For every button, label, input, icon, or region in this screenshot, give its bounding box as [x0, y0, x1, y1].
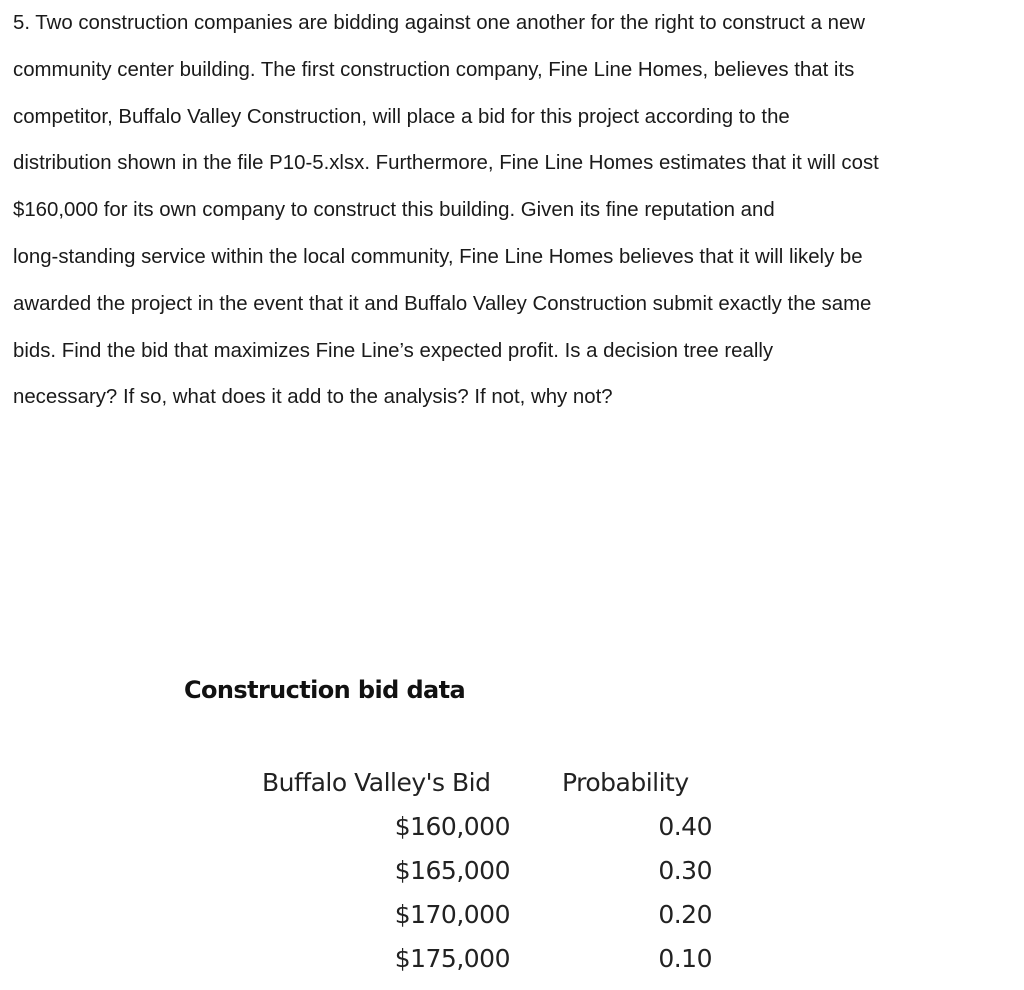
problem-line: competitor, Buffalo Valley Construction, will place a bid for this project according to the	[13, 105, 790, 128]
table-header-row	[262, 760, 714, 804]
table-row	[262, 892, 714, 936]
column-header-probability: Probability	[562, 767, 689, 797]
probability-cell: 0.40	[658, 811, 712, 841]
probability-cell: 0.10	[658, 943, 712, 973]
column-header-bid: Buffalo Valley's Bid	[262, 767, 491, 797]
problem-line: 5. Two construction companies are bidding against one another for the right to construct a new	[13, 12, 866, 34]
bid-cell: $175,000	[394, 943, 510, 973]
problem-line: bids. Find the bid that maximizes Fine Line’s expected profit. Is a decision tree really	[13, 339, 774, 362]
table-row	[262, 848, 714, 892]
probability-cell: 0.20	[658, 899, 712, 929]
probability-cell: 0.30	[658, 855, 712, 885]
bid-cell: $160,000	[394, 811, 510, 841]
table-row	[262, 804, 714, 848]
problem-line: long-standing service within the local community, Fine Line Homes believes that it will likely be	[13, 245, 863, 268]
bid-cell: $165,000	[394, 855, 510, 885]
problem-text	[13, 0, 1017, 421]
bid-data-table	[262, 760, 714, 980]
problem-line: distribution shown in the file P10-5.xlsx. Furthermore, Fine Line Homes estimates that it will cost	[13, 152, 879, 175]
problem-line: $160,000 for its own company to construct this building. Given its fine reputation and	[13, 199, 775, 222]
problem-line: necessary? If so, what does it add to the analysis? If not, why not?	[13, 386, 613, 409]
problem-line: community center building. The first construction company, Fine Line Homes, believes that its	[13, 58, 855, 81]
table-row	[262, 936, 714, 980]
problem-line: awarded the project in the event that it and Buffalo Valley Construction submit exactly the same	[13, 292, 872, 315]
bid-cell: $170,000	[394, 899, 510, 929]
table-title: Construction bid data	[184, 676, 466, 704]
